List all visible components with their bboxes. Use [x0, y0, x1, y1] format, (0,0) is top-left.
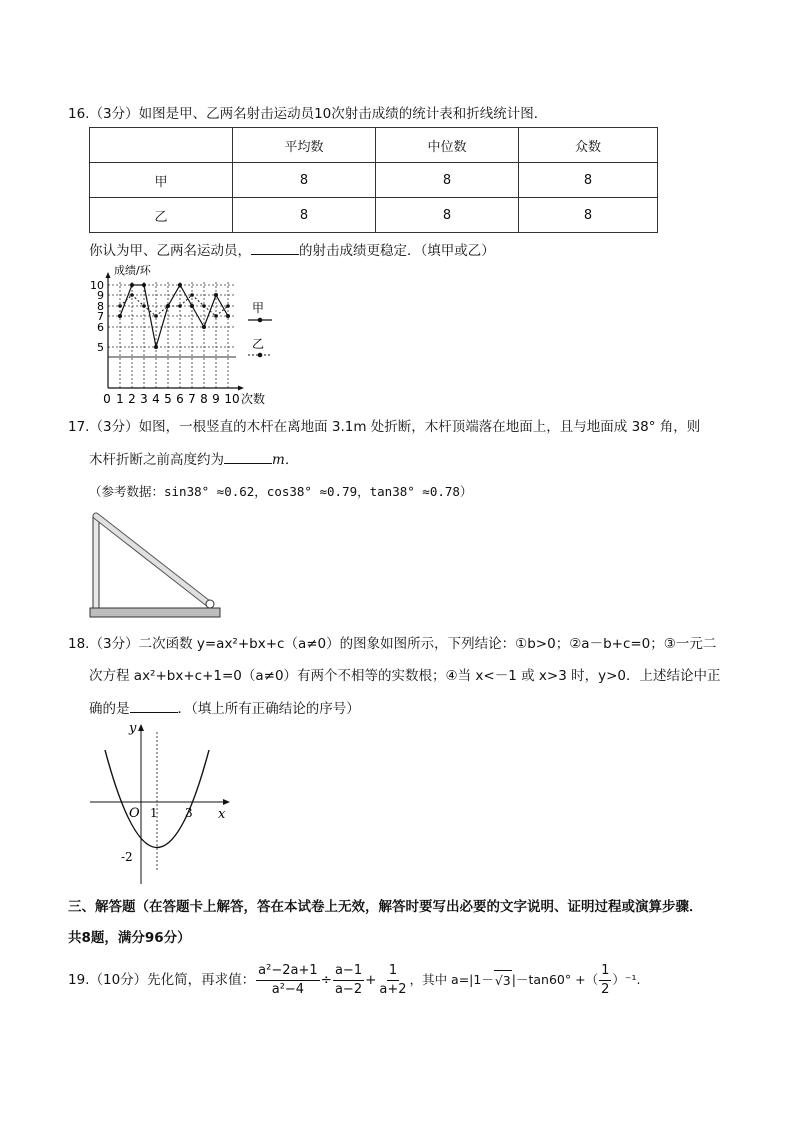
q19-text: 先化简，再求值： — [147, 972, 256, 988]
q16-question-pre: 你认为甲、乙两名运动员， — [89, 243, 251, 259]
q16-number: 16. — [68, 106, 90, 122]
q16-line-chart — [90, 262, 288, 408]
q16-question-post: 的射击成绩更稳定．（填甲或乙） — [299, 243, 495, 259]
q19-score: （10分） — [89, 972, 148, 988]
yi-point — [118, 304, 122, 308]
table-cell: 8 — [233, 163, 376, 198]
plus-sign: + — [365, 972, 377, 988]
q17-score: （3分） — [89, 419, 139, 435]
x-tick-label: 0 — [103, 392, 111, 406]
answer-blank[interactable] — [130, 698, 178, 713]
q17-line2 — [89, 449, 298, 470]
fraction-2-denominator: a−2 — [334, 981, 363, 997]
tick-label-1: 1 — [150, 806, 158, 820]
x-axis-arrow — [238, 386, 244, 391]
x-tick-label: 4 — [152, 392, 160, 406]
yi-point — [142, 304, 146, 308]
jia-point — [142, 283, 146, 287]
fraction-3-numerator: 1 — [387, 962, 399, 981]
yi-point — [190, 293, 194, 297]
table-header-cell: 中位数 — [376, 128, 519, 163]
q16-question — [89, 240, 495, 261]
y-axis-arrow — [138, 724, 144, 731]
q17-line2-pre: 木杆折断之前高度约为 — [89, 452, 224, 468]
table-header-row — [90, 128, 658, 163]
standing-pole-segment — [93, 516, 99, 608]
x-tick-label: 7 — [188, 392, 196, 406]
yi-point — [226, 304, 230, 308]
q18-line3 — [89, 698, 360, 719]
q18-line2: 次方程 ax²+bx+c+1=0（a≠0）有两个不相等的实数根；④当 x<－1 或 x>3 时，y>0．上述结论中正 — [89, 668, 721, 684]
x-tick-label: 2 — [128, 392, 136, 406]
y-tick-label: 8 — [97, 300, 104, 313]
q18-line1 — [68, 634, 716, 654]
y-tick-label: 9 — [97, 289, 104, 302]
table-row — [90, 163, 658, 198]
section-3-heading-line2: 共8题，满分96分） — [68, 930, 191, 946]
jia-point — [190, 304, 194, 308]
fraction-1-numerator: a²−2a+1 — [256, 962, 319, 981]
jia-point — [202, 325, 206, 329]
q17-unit: m． — [272, 452, 299, 468]
x-tick-label: 9 — [212, 392, 220, 406]
answer-blank[interactable] — [251, 240, 299, 255]
sqrt-3: √3 — [494, 970, 512, 991]
x-tick-label: 3 — [140, 392, 148, 406]
y-axis-label: y — [129, 721, 137, 736]
jia-point — [118, 314, 122, 318]
q18-parabola-graph — [88, 720, 238, 888]
q18-number: 18. — [68, 636, 90, 652]
table-row — [90, 198, 658, 233]
table-cell: 8 — [519, 198, 658, 233]
chart-x-title: 次数 — [241, 392, 266, 406]
fraction-2-numerator: a−1 — [333, 962, 364, 981]
table-row-name: 甲 — [90, 163, 233, 198]
y-tick-label: 10 — [90, 279, 104, 292]
tick-label-3: 3 — [185, 806, 193, 820]
jia-point — [154, 345, 158, 349]
x-tick-label: 6 — [176, 392, 184, 406]
legend-yi-label: 乙 — [252, 337, 265, 351]
table-header-cell: 平均数 — [233, 128, 376, 163]
x-tick-label: 8 — [200, 392, 208, 406]
q17-line1 — [68, 417, 700, 437]
q19-tail: ）⁻¹. — [612, 972, 641, 987]
y-axis-arrow — [106, 272, 111, 278]
pole-top-end — [206, 600, 214, 608]
fallen-pole-segment — [96, 516, 209, 604]
q16-stem — [68, 104, 547, 124]
legend-jia-marker — [258, 318, 263, 323]
legend-yi-marker — [258, 353, 263, 358]
chart-y-title: 成绩/环 — [114, 264, 151, 277]
fraction-3 — [377, 962, 408, 999]
yi-point — [130, 293, 134, 297]
fraction-half — [599, 962, 611, 999]
tick-label-neg2: -2 — [121, 850, 133, 864]
q19-stem — [68, 958, 640, 1002]
answer-blank[interactable] — [224, 449, 272, 464]
table-row-name: 乙 — [90, 198, 233, 233]
yi-point — [178, 304, 182, 308]
origin-label: O — [129, 806, 140, 821]
half-denominator: 2 — [601, 981, 610, 997]
table-corner-cell — [90, 128, 233, 163]
x-tick-label: 10 — [224, 392, 240, 406]
fraction-2 — [333, 962, 364, 999]
q17-text: 如图，一根竖直的木杆在离地面 3.1m 处折断，木杆顶端落在地面上，且与地面成 38° 角，则 — [138, 419, 701, 435]
yi-point — [202, 304, 206, 308]
legend-jia-label: 甲 — [252, 301, 265, 315]
q16-text: 如图是甲、乙两名射击运动员10次射击成绩的统计表和折线统计图． — [138, 106, 548, 122]
q17-broken-pole-figure — [88, 510, 222, 620]
table-cell: 8 — [519, 163, 658, 198]
half-numerator: 1 — [599, 962, 611, 981]
q18-score: （3分） — [89, 636, 139, 652]
y-tick-label: 7 — [97, 310, 104, 323]
q19-where: ，其中 a=|1－ — [409, 972, 494, 987]
table-cell: 8 — [376, 163, 519, 198]
q17-number: 17. — [68, 419, 90, 435]
table-header-cell: 众数 — [519, 128, 658, 163]
x-tick-labels — [103, 392, 239, 406]
q18-line3-post: ．（填上所有正确结论的序号） — [177, 701, 360, 717]
jia-point — [226, 314, 230, 318]
table-cell: 8 — [376, 198, 519, 233]
x-tick-label: 5 — [164, 392, 172, 406]
jia-point — [214, 293, 218, 297]
x-axis-arrow — [223, 799, 230, 805]
fraction-3-denominator: a+2 — [379, 981, 407, 997]
q19-rest: |－tan60° +（ — [511, 972, 599, 987]
fraction-1 — [256, 962, 319, 999]
x-axis-label: x — [218, 807, 226, 822]
jia-point — [178, 283, 182, 287]
y-tick-label: 6 — [97, 321, 104, 334]
q16-score: （3分） — [89, 106, 139, 122]
y-tick-label: 5 — [97, 341, 104, 354]
q17-reference-data: （参考数据：sin38° ≈0.62，cos38° ≈0.79，tan38° ≈0.78） — [89, 484, 473, 499]
q19-number: 19. — [68, 972, 90, 988]
y-tick-labels — [90, 279, 104, 354]
table-cell: 8 — [233, 198, 376, 233]
jia-point — [130, 283, 134, 287]
q16-stat-table — [89, 127, 658, 233]
q18-text-1: 二次函数 y=ax²+bx+c（a≠0）的图象如图所示，下列结论：①b>0；②a－b+c=0；③一元二 — [138, 636, 717, 652]
divide-sign: ÷ — [320, 972, 332, 988]
yi-point — [166, 304, 170, 308]
yi-point — [154, 314, 158, 318]
x-tick-label: 1 — [116, 392, 124, 406]
ground-surface — [90, 608, 220, 617]
yi-point — [214, 314, 218, 318]
q18-line3-pre: 确的是 — [89, 701, 130, 717]
fraction-1-denominator: a²−4 — [271, 981, 305, 997]
section-3-heading-line1: 三、解答题（在答题卡上解答，答在本试卷上无效，解答时要写出必要的文字说明、证明过程或演算步骤． — [68, 899, 703, 915]
